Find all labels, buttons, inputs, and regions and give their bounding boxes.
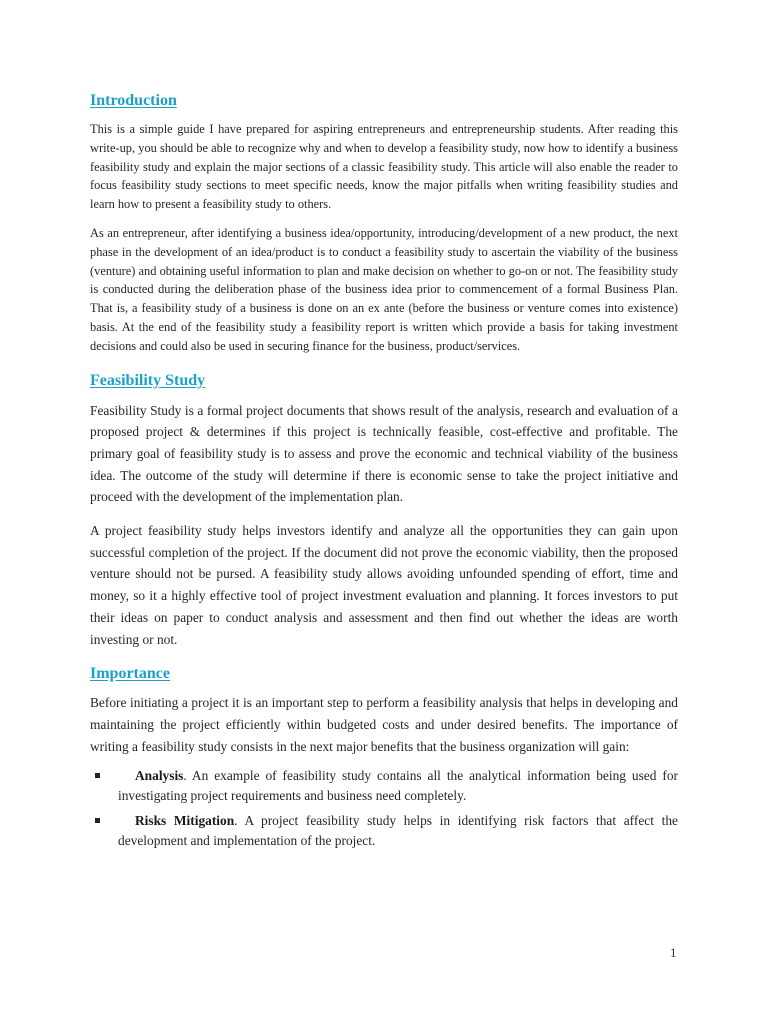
paragraph-feasibility-1: Feasibility Study is a formal project documents that shows result of the analysis, research and evaluation of a proposed project & determines if this project is technically feasible, cost-effective and profitable. The primary goal of feasibility study is to assess and prove the economic and technical viability of the business idea. The outcome of the study will determine if there is economic sense to take the project initiative and proceed with the development of the implementation plan.: [90, 402, 678, 505]
bullet-term: Risks Mitigation: [135, 813, 235, 829]
paragraph-feasibility-2: A project feasibility study helps investors identify and analyze all the opportunities they can gain upon successful completion of the project. If the document did not prove the economic viability, then the proposed venture should not be pursed. A feasibility study allows avoiding unfounded spending of effort, time and money, so it a highly effective tool of project investment evaluation and planning. It forces investors to put their ideas on paper to conduct analysis and assessment and then find out whether the ideas are worth investing or not.: [90, 523, 678, 647]
square-bullet-icon: [95, 818, 100, 823]
bullet-term: Analysis: [135, 768, 184, 784]
list-item: [90, 811, 678, 850]
bullet-text: . A project feasibility study helps in identifying risk factors that affect the development and implementation of the project.: [118, 813, 678, 848]
heading-feasibility-study: Feasibility Study: [90, 371, 206, 389]
paragraph-importance-1: Before initiating a project it is an important step to perform a feasibility analysis that helps in developing and maintaining the project efficiently within budgeted costs and under desired benefits. The importance of writing a feasibility study consists in the next major benefits that the business organization will gain:: [90, 695, 678, 754]
list-item: [90, 766, 678, 805]
bullet-list: [90, 766, 678, 850]
heading-introduction: Introduction: [90, 92, 177, 109]
paragraph-intro-2: As an entrepreneur, after identifying a business idea/opportunity, introducing/development of a new product, the next phase in the development of an idea/product is to conduct a feasibility study to ascertain the viability of the business (venture) and obtaining useful information to plan and make decision on whether to go-on or not. The feasibility study is conducted during the deliberation phase of the business idea prior to commencement of a formal Business Plan. That is, a feasibility study of a business is done on an ex ante (before the business or venture comes into existence) basis. At the end of the feasibility study a feasibility report is written which provide a basis for taking investment decisions and could also be used in securing finance for the business, product/services.: [90, 225, 678, 353]
paragraph-intro-1: This is a simple guide I have prepared for aspiring entrepreneurs and entrepreneurship students. After reading this write-up, you should be able to recognize why and when to develop a feasibility study, now how to identify a business feasibility study and explain the major sections of a classic feasibility study. This article will also enable the reader to focus feasibility study sections to meet specific needs, know the major pitfalls when writing feasibility studies and learn how to present a feasibility study to others.: [90, 122, 678, 212]
bullet-text: . An example of feasibility study contains all the analytical information being used for investigating project requirements and business need completely.: [118, 768, 678, 803]
page-number: 1: [670, 945, 677, 960]
heading-importance: Importance: [90, 665, 170, 683]
square-bullet-icon: [95, 773, 100, 778]
document-page: [90, 92, 678, 856]
